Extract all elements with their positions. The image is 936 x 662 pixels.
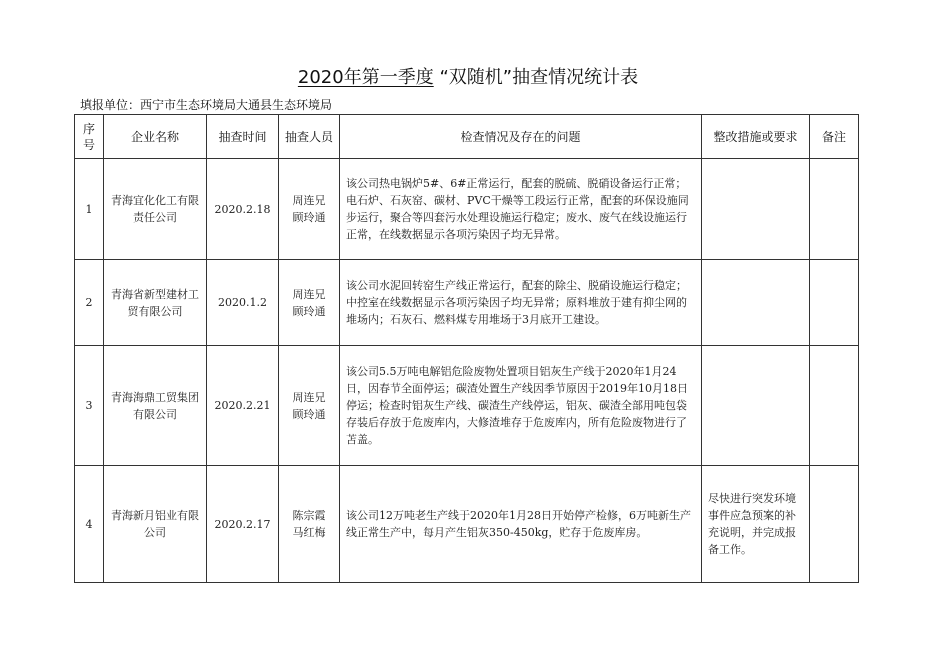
cell-inspector: 周连兄顾玲通 [279,346,340,466]
table-row [75,260,859,346]
cell-company: 青海省新型建材工贸有限公司 [104,260,207,346]
cell-date: 2020.2.17 [207,466,279,583]
table-row [75,159,859,260]
cell-inspector: 周连兄顾玲通 [279,159,340,260]
cell-issues: 该公司热电锅炉5#、6#正常运行，配套的脱硫、脱硝设备运行正常；电石炉、石灰窑、碳材、PVC干燥等工段运行正常，配套的环保设施同步运行，聚合等四套污水处理设施运行稳定；废水、废气在线设施运行正常，在线数据显示各项污染因子均无异常。 [340,159,702,260]
cell-seq: 3 [75,346,104,466]
cell-remarks [810,466,859,583]
cell-issues: 该公司5.5万吨电解铝危险废物处置项目铝灰生产线于2020年1月24日，因春节全面停运；碳渣处置生产线因季节原因于2019年10月18日停运；检查时铝灰生产线、碳渣生产线停运，铝灰、碳渣全部用吨包袋存装后存放于危废库内，大修渣堆存于危废库内，所有危险废物进行了苫盖。 [340,346,702,466]
cell-actions [702,346,810,466]
cell-actions: 尽快进行突发环境事件应急预案的补充说明，并完成报备工作。 [702,466,810,583]
cell-issues: 该公司水泥回转窑生产线正常运行，配套的除尘、脱硝设施运行稳定；中控室在线数据显示各项污染因子均无异常；原料堆放于建有抑尘网的堆场内；石灰石、燃料煤专用堆场于3月底开工建设。 [340,260,702,346]
cell-actions [702,260,810,346]
header-company: 企业名称 [104,115,207,159]
cell-inspector: 陈宗霞马红梅 [279,466,340,583]
cell-inspector: 周连兄顾玲通 [279,260,340,346]
header-actions: 整改措施或要求 [702,115,810,159]
table-row [75,466,859,583]
cell-seq: 2 [75,260,104,346]
cell-date: 2020.2.21 [207,346,279,466]
cell-remarks [810,346,859,466]
cell-remarks [810,260,859,346]
cell-issues: 该公司12万吨老生产线于2020年1月28日开始停产检修，6万吨新生产线正常生产中，每月产生铝灰350-450kg，贮存于危废库房。 [340,466,702,583]
cell-date: 2020.1.2 [207,260,279,346]
inspection-table [74,114,859,583]
cell-seq: 1 [75,159,104,260]
cell-actions [702,159,810,260]
cell-company: 青海海鼎工贸集团有限公司 [104,346,207,466]
header-date: 抽查时间 [207,115,279,159]
table-row [75,346,859,466]
cell-remarks [810,159,859,260]
cell-date: 2020.2.18 [207,159,279,260]
header-remarks: 备注 [810,115,859,159]
title-subject: “双随机”抽查情况统计表 [439,67,639,88]
title-period: 2020年第一季度 [297,67,434,88]
header-issues: 检查情况及存在的问题 [340,115,702,159]
cell-seq: 4 [75,466,104,583]
page-title [0,66,936,90]
reporting-unit: 填报单位：西宁市生态环境局大通县生态环境局 [80,98,333,112]
cell-company: 青海新月铝业有限公司 [104,466,207,583]
header-seq: 序号 [75,115,104,159]
cell-company: 青海宜化化工有限责任公司 [104,159,207,260]
table-header-row [75,115,859,159]
header-inspector: 抽查人员 [279,115,340,159]
